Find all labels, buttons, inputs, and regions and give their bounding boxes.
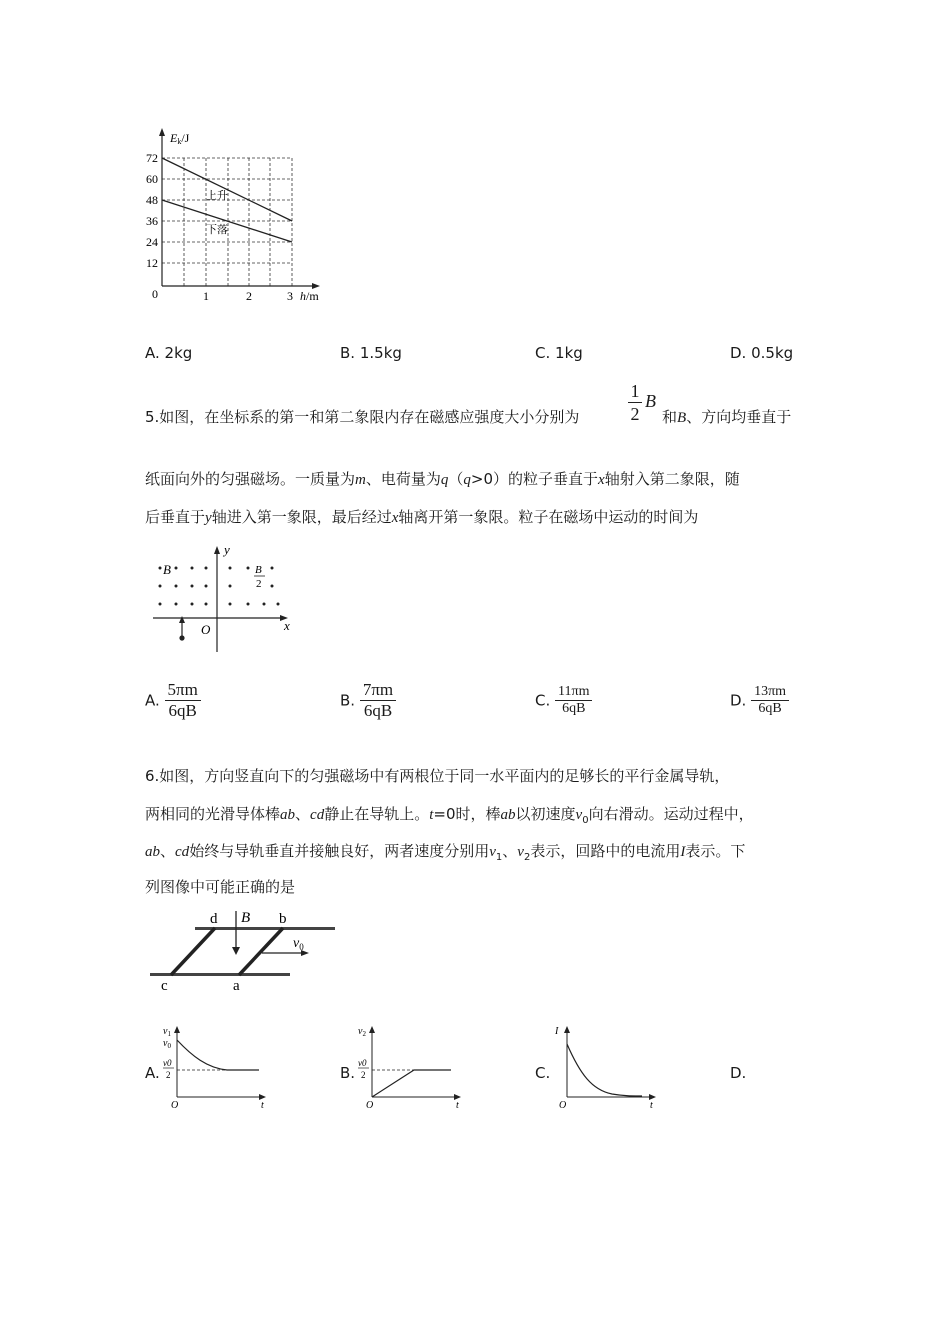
x-tick-3: 3 bbox=[287, 289, 293, 303]
q5-option-c[interactable]: C. $\frac{11\pi m}{6qB}$ bbox=[535, 684, 592, 717]
q5-line-3: 后垂直于y轴进入第一象限，最后经过x轴离开第一象限。粒子在磁场中运动的时间为 bbox=[145, 508, 699, 526]
svg-text:a: a bbox=[233, 978, 240, 994]
svg-text:v0: v0 bbox=[163, 1058, 172, 1068]
x-tick-1: 1 bbox=[203, 289, 209, 303]
y-tick-24: 24 bbox=[146, 235, 158, 249]
q5-line-1: 5.如图，在坐标系的第一和第二象限内存在磁感应强度大小分别为 bbox=[145, 408, 580, 426]
svg-text:v1: $v_1$ bbox=[163, 1026, 171, 1038]
q5-line-1-end: 和B、方向均垂直于 bbox=[662, 408, 792, 426]
svg-text:c: c bbox=[161, 978, 168, 994]
q6-rails-figure bbox=[145, 905, 345, 995]
q5-option-a[interactable]: A. $\frac{5\pi m}{6qB}$ bbox=[145, 680, 201, 721]
rising-label: 上升 bbox=[206, 190, 228, 202]
q6-line-3: ab、cd始终与导轨垂直并接触良好，两者速度分别用$v_1$、$v_2$表示，回路中的电流用I表示。下 bbox=[145, 842, 746, 863]
y-tick-48: 48 bbox=[146, 193, 158, 207]
svg-text:O: O bbox=[366, 1100, 374, 1111]
q6-graph-c[interactable] bbox=[552, 1022, 662, 1112]
svg-text:d: d bbox=[210, 911, 218, 927]
q6-line-4: 列图像中可能正确的是 bbox=[145, 878, 296, 896]
y-tick-12: 12 bbox=[146, 256, 158, 270]
svg-text:x: x bbox=[284, 618, 290, 633]
q6-line-2: 两相同的光滑导体棒ab、cd静止在导轨上。t=0时，棒ab以初速度$v_0$向右滑动。运动过程中， bbox=[145, 805, 754, 826]
q4-option-c[interactable]: C. 1kg bbox=[535, 344, 583, 362]
q5-half-b: B bbox=[645, 391, 656, 411]
svg-text:v0: $v_0$ bbox=[293, 936, 304, 952]
svg-text:2: 2 bbox=[166, 1070, 171, 1080]
svg-text:2: 2 bbox=[256, 578, 262, 590]
q5-line-2: 纸面向外的匀强磁场。一质量为m、电荷量为q（q>0）的粒子垂直于x轴射入第二象限，随 bbox=[145, 470, 740, 488]
q5-fraction-half: 1 2 bbox=[628, 380, 642, 425]
svg-text:t: t bbox=[650, 1100, 653, 1111]
q4-option-d[interactable]: D. 0.5kg bbox=[730, 344, 794, 362]
q6-option-a[interactable]: A. bbox=[145, 1064, 160, 1082]
svg-text:y: y bbox=[224, 542, 230, 557]
svg-text:2: 2 bbox=[361, 1070, 366, 1080]
svg-text:t: t bbox=[261, 1100, 264, 1111]
svg-text:v2: $v_2$ bbox=[358, 1026, 366, 1038]
ek-h-chart bbox=[140, 120, 340, 310]
svg-text:O: O bbox=[201, 622, 211, 637]
q5-option-d[interactable]: D. $\frac{13\pi m}{6qB}$ bbox=[730, 684, 789, 717]
svg-text:B: B bbox=[241, 910, 251, 926]
y-axis-label: Ek/J bbox=[170, 131, 190, 146]
q6-graph-b[interactable] bbox=[357, 1022, 467, 1112]
svg-text:B: B bbox=[163, 562, 171, 577]
q6-option-c[interactable]: C. bbox=[535, 1064, 551, 1082]
q5-field-figure bbox=[148, 540, 298, 660]
falling-label: 下落 bbox=[206, 224, 228, 236]
svg-text:b: b bbox=[279, 911, 287, 927]
q6-option-d[interactable]: D. bbox=[730, 1064, 747, 1082]
y-tick-72: 72 bbox=[146, 151, 158, 165]
svg-text:v0: v0 bbox=[358, 1058, 367, 1068]
q6-option-b[interactable]: B. bbox=[340, 1064, 356, 1082]
x-tick-2: 2 bbox=[246, 289, 252, 303]
y-tick-60: 60 bbox=[146, 172, 158, 186]
q6-graph-a[interactable] bbox=[162, 1022, 272, 1112]
q4-option-a[interactable]: A. 2kg bbox=[145, 344, 193, 362]
svg-text:t: t bbox=[456, 1100, 459, 1111]
q6-line-1: 6.如图，方向竖直向下的匀强磁场中有两根位于同一水平面内的足够长的平行金属导轨， bbox=[145, 767, 730, 785]
q5-option-b[interactable]: B. $\frac{7\pi m}{6qB}$ bbox=[340, 680, 396, 721]
svg-text:O: O bbox=[559, 1100, 567, 1111]
svg-text:I: I bbox=[555, 1026, 559, 1037]
y-tick-36: 36 bbox=[146, 214, 158, 228]
svg-text:v0: $v_0$ bbox=[163, 1038, 171, 1050]
svg-text:O: O bbox=[171, 1100, 179, 1111]
x-axis-label: h/m bbox=[300, 289, 319, 303]
svg-text:B: B bbox=[255, 564, 262, 576]
origin-label: 0 bbox=[152, 287, 158, 301]
q4-option-b[interactable]: B. 1.5kg bbox=[340, 344, 402, 362]
